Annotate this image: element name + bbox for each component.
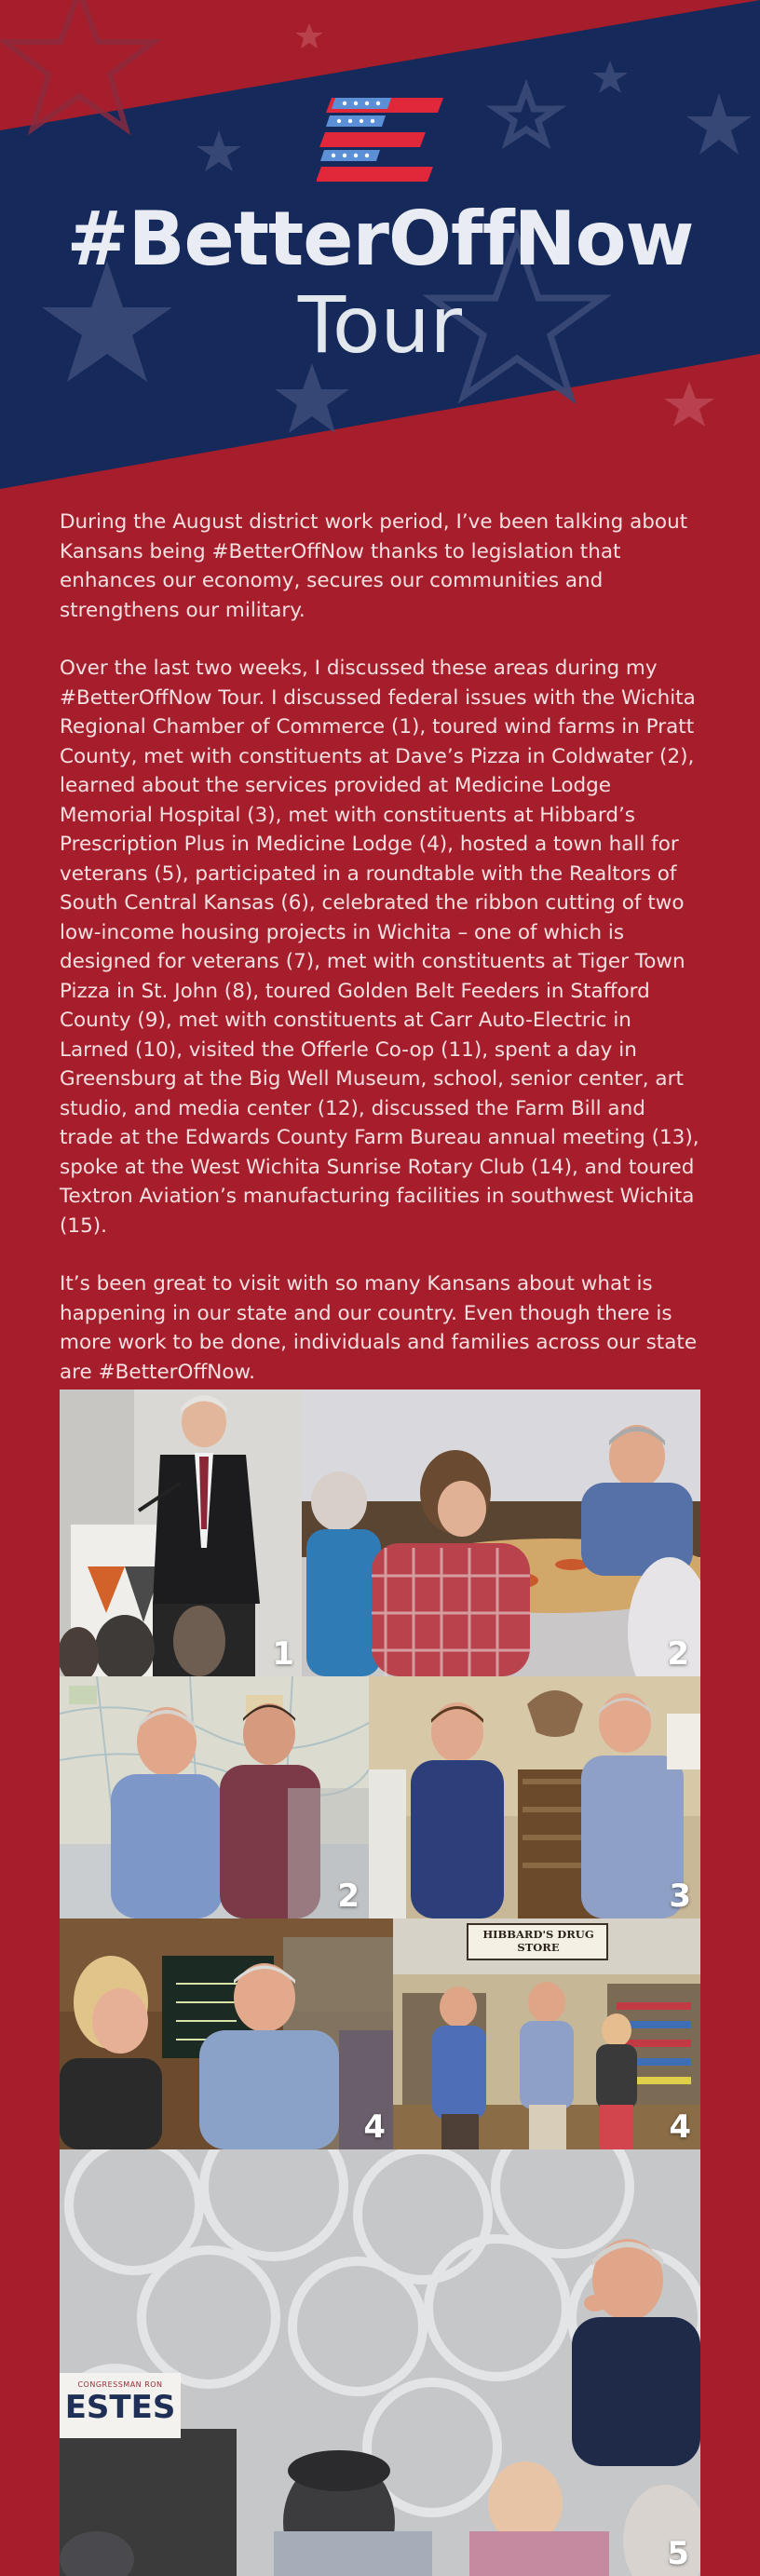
intro-paragraph: During the August district work period, I’ve been talking about Kansans being #BetterOffNow thanks to legislation that enhances our economy, secures our communities and strengthens our military. [60, 510, 688, 622]
photo-number: 2 [667, 1635, 689, 1673]
podium-sign-name: ESTES [64, 2389, 176, 2426]
photo-hibbards-drug-store [393, 1918, 700, 2149]
photo-number: 3 [669, 1878, 691, 1915]
photo-number: 2 [337, 1878, 360, 1915]
photo-number: 5 [667, 2535, 689, 2572]
flag-e-logo-icon [317, 98, 443, 182]
tour-details-paragraph: Over the last two weeks, I discussed these areas during my #BetterOffNow Tour. I discussed federal issues with the Wichita Regional Chamber of Commerce (1), toured wind farms in Pratt County, met with constituents at Dave’s Pizza in Coldwater (2), learned about the services provided at Medicine Lodge Memorial Hospital (3), met with constituents at Hibbard’s Prescription Plus in Medicine Lodge (4), hosted a town hall for veterans (5), participated in a roundtable with the Realtors of South Central Kansas (6), celebrated the ribbon cutting of two low-income housing projects in Wichita – one of which is designed for veterans (7), met with constituents at Tiger Town Pizza in St. John (8), toured Golden Belt Feeders in Stafford County (9), met with constituents at Carr Auto-Electric in Larned (10), visited the Offerle Co-op (11), spent a day in Greensburg at the Big Well Museum, school, senior center, art studio, and media center (12), discussed the Farm Bill and trade at the Edwards County Farm Bureau annual meeting (13), spoke at the West Wichita Sunrise Rotary Club (14), and toured Textron Aviation’s manufacturing facilities in southwest Wichita (15). [60, 657, 699, 1238]
photo-veterans-town-hall [60, 2149, 700, 2576]
page-title: #BetterOffNow [66, 196, 694, 282]
photo-hibbards-counter [60, 1918, 393, 2149]
page-subtitle: Tour [297, 279, 463, 371]
photo-pizza-constituents [60, 1676, 369, 1918]
podium-sign-subtitle: CONGRESSMAN RON [77, 2380, 163, 2389]
hero-banner [0, 0, 760, 503]
closing-paragraph: It’s been great to visit with so many Kansans about what is happening in our state and our country. Even though there is more work to be done, individuals and families across our state are #BetterOffNow. [60, 1272, 698, 1384]
photo-daves-pizza [302, 1390, 700, 1676]
article-body [60, 508, 702, 1416]
photo-chamber-speech [60, 1390, 302, 1676]
photo-memorial-hospital [369, 1676, 700, 1918]
photo-number: 1 [272, 1635, 294, 1673]
podium-sign [61, 2375, 179, 2426]
photo-number: 4 [669, 2108, 691, 2146]
drug-store-sign: HIBBARD'S DRUG STORE [482, 1928, 594, 1954]
photo-number: 4 [363, 2108, 386, 2146]
